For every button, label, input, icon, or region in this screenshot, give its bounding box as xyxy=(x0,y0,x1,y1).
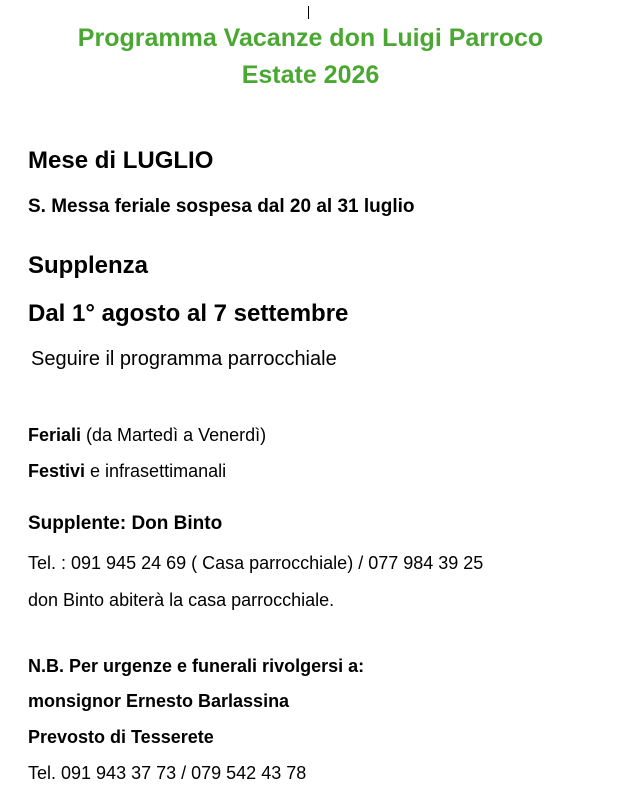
supplente-tel: Tel. : 091 945 24 69 ( Casa parrocchiale) / 077 984 39 25 xyxy=(28,553,484,573)
festivi-detail: e infrasettimanali xyxy=(85,461,227,481)
document-title: Programma Vacanze don Luigi Parroco xyxy=(77,24,544,52)
document-subtitle: Estate 2026 xyxy=(241,61,380,89)
urgenze-line1: N.B. Per urgenze e funerali rivolgersi a: xyxy=(28,656,365,676)
luglio-note: S. Messa feriale sospesa dal 20 al 31 luglio xyxy=(28,196,415,217)
feriali-detail: (da Martedì a Venerdì) xyxy=(81,425,267,445)
festivi-line xyxy=(28,459,226,483)
supplenza-period: Dal 1° agosto al 7 settembre xyxy=(28,300,349,327)
luglio-heading: Mese di LUGLIO xyxy=(28,147,214,174)
urgenze-line2: monsignor Ernesto Barlassina xyxy=(28,691,290,711)
text-cursor xyxy=(308,6,309,19)
feriali-line xyxy=(28,423,266,447)
supplente-heading: Supplente: Don Binto xyxy=(28,513,223,534)
urgenze-tel: Tel. 091 943 37 73 / 079 542 43 78 xyxy=(28,763,307,783)
urgenze-line3: Prevosto di Tesserete xyxy=(28,727,214,747)
supplenza-heading: Supplenza xyxy=(28,252,149,279)
supplente-note: don Binto abiterà la casa parrocchiale. xyxy=(28,590,335,610)
festivi-label: Festivi xyxy=(28,461,86,481)
feriali-label: Feriali xyxy=(28,425,82,445)
supplenza-note: Seguire il programma parrocchiale xyxy=(31,348,337,370)
